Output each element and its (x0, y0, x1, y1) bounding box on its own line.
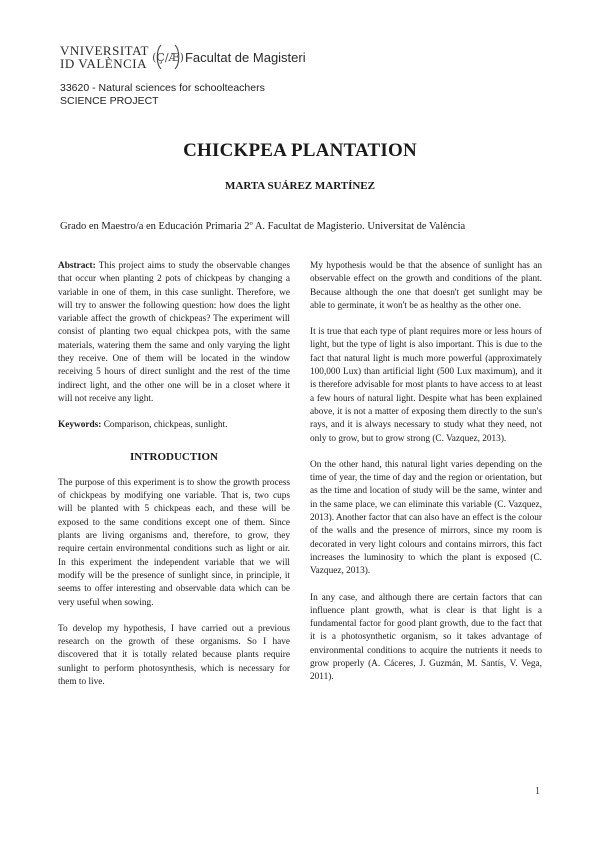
faculty-name: Facultat de Magisteri (184, 49, 306, 65)
right-column (310, 260, 542, 698)
university-name (60, 44, 149, 70)
institution-logo-row (60, 40, 540, 74)
page-header (60, 40, 540, 108)
keywords-text: Comparison, chickpeas, sunlight. (103, 420, 228, 431)
project-type: SCIENCE PROJECT (60, 95, 159, 107)
natural-light-paragraph: On the other hand, this natural light varies depending on the time of year, the time of day and the region or orientation, but as the time and location of study will be the same, winter and in the same place, we can eliminate this variable (C. Vazquez, 2013). Another factor that can also have an effect is the colour of the walls and the presence of mirrors, since my room is decorated in very light colours and contains mirrors, this fact increases the luminosity to which the plant is exposed (C. Vazquez, 2013). (310, 459, 542, 577)
author-affiliation: Grado en Maestro/a en Educación Primaria 2º A. Facultat de Magisterio. Universitat de València (60, 221, 466, 232)
introduction-paragraph-2: To develop my hypothesis, I have carried out a previous research on the growth of these organisms. So I have discovered that it is totally related because plants require sunlight to perform photosynthesis, which is necessary for them to live. (58, 623, 290, 688)
conclusion-paragraph: In any case, and although there are certain factors that can influence plant growth, what is clear is that light is a fundamental factor for good plant growth, due to the fact that it is a photosynthetic organism, so it takes advantage of environmental conditions to acquire the nutrients it needs to grow properly (A. Cáceres, J. Guzmán, M. Santís, V. Vega, 2011). (310, 592, 542, 683)
abstract-label: Abstract: (58, 261, 96, 271)
light-type-paragraph: It is true that each type of plant requires more or less hours of light, but the type of light is also important. This is due to the fact that natural light is much more powerful (approximately 100,000 Lux) than artificial light (500 Lux maximum), and it is therefore advisable for most plants to have access to at least a few hours of natural light. Despite what has been explained above, it is not a matter of exposing them directly to the sun's rays, and it is always necessary to study what they need, not only to grow, but to grow strong (C. Vazquez, 2013). (310, 327, 542, 444)
hypothesis-paragraph: My hypothesis would be that the absence of sunlight has an observable effect on the growth and conditions of the plant. Because although the one that doesn't get sunlight may be able to germinate, it won't be as healthy as the other one. (310, 261, 542, 311)
university-name-line1: VNIVERSITAT (60, 43, 149, 58)
paper-title: CHICKPEA PLANTATION (183, 140, 417, 161)
introduction-heading: INTRODUCTION (129, 450, 218, 463)
abstract-paragraph (58, 260, 290, 406)
abstract-text: This project aims to study the observable changes that occur when planting 2 pots of chickpeas by changing a variable in one of them, in this case sunlight. Therefore, we will try to answer the following question: how does the light variable affect the growth of chickpeas? The experiment will consist of planting two equal chickpea pots, with the same materials, watering them the same and only varying the light they receive. One of them will be located in the window receiving 5 hours of direct sunlight and the rest of the time indirect light, and the other one will be in a closet where it will not receive any light. (58, 261, 291, 404)
page-number: 1 (535, 786, 540, 797)
university-seal-icon (152, 42, 184, 72)
course-code: 33620 - Natural sciences for schoolteachers (60, 82, 265, 94)
keywords-label: Keywords: (58, 420, 102, 431)
keywords-paragraph (58, 419, 290, 432)
introduction-paragraph-1: The purpose of this experiment is to show the growth process of chickpeas by modifying one variable. That is, two cups will be planted with 5 chickpeas each, and these will be exposed to the same conditions except one of them. Since plants are living organisms and, therefore, to grow, they require certain environmental conditions such as light or air. In this experiment the independent variable that we will modify will be the presence of sunlight since, in principle, it seems to offer interesting and observable data which can be very useful when sowing. (58, 477, 290, 608)
author-name: MARTA SUÁREZ MARTÍNEZ (225, 180, 375, 192)
university-name-line2: ID VALÈNCIA (60, 56, 147, 71)
left-column (58, 260, 290, 702)
seal-glyph: (Ç/Æ) (152, 51, 184, 64)
